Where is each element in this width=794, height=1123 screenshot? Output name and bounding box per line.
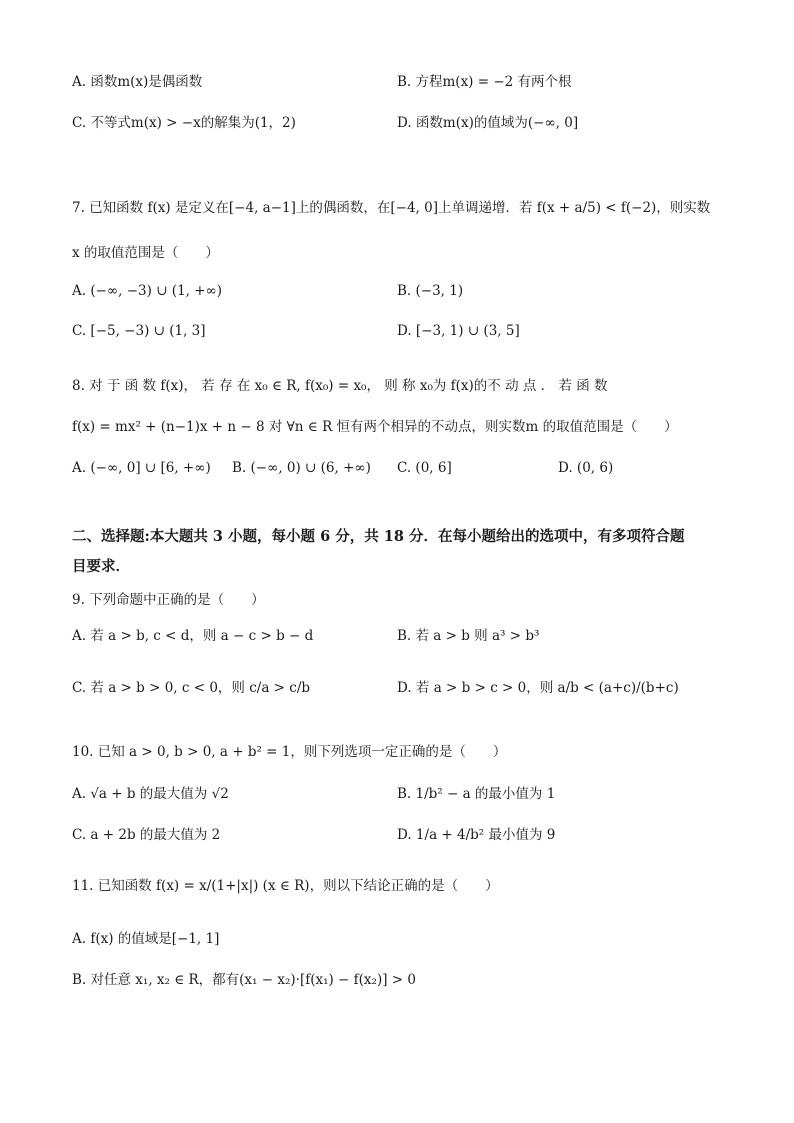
- q9-option-c: C. 若 a > b > 0, c < 0，则 c/a > c/b: [72, 680, 311, 696]
- q6-option-a: A. 函数m(x)是偶函数: [72, 74, 203, 90]
- q7-stem-line2: x 的取值范围是（ ）: [72, 245, 219, 261]
- q10-option-c: C. a + 2b 的最大值为 2: [72, 827, 221, 843]
- q10-option-d: D. 1/a + 4/b² 最小值为 9: [397, 827, 556, 843]
- q8-option-c: C. (0, 6]: [397, 460, 452, 476]
- q10-stem: 10. 已知 a > 0, b > 0, a + b² = 1，则下列选项一定正确的是（ ）: [72, 744, 507, 760]
- q9-option-b: B. 若 a > b 则 a³ > b³: [397, 628, 540, 644]
- q8-option-d: D. (0, 6): [558, 460, 614, 476]
- q11-stem: 11. 已知函数 f(x) = x/(1+|x|) (x ∈ R)，则以下结论正确的是（ ）: [72, 878, 499, 894]
- q8-stem-line2: f(x) = mx² + (n−1)x + n − 8 对 ∀n ∈ R 恒有两个相异的不动点，则实数m 的取值范围是（ ）: [72, 419, 678, 435]
- section2-heading-line1: 二、选择题:本大题共 3 小题，每小题 6 分，共 18 分．在每小题给出的选项中，有多项符合题: [72, 528, 685, 545]
- q8-option-a: A. (−∞, 0] ∪ [6, +∞): [72, 460, 211, 476]
- q8-stem-line1: 8. 对 于 函 数 f(x)， 若 存 在 x₀ ∈ R, f(x₀) = x₀， 则 称 x₀为 f(x)的不 动 点 ． 若 函 数: [72, 378, 608, 394]
- q10-option-b: B. 1/b² − a 的最小值为 1: [397, 786, 556, 802]
- q7-option-d: D. [−3, 1) ∪ (3, 5]: [397, 323, 520, 339]
- q7-stem-line1: 7. 已知函数 f(x) 是定义在[−4, a−1]上的偶函数，在[−4, 0]上单调递增．若 f(x + a/5) < f(−2)，则实数: [72, 200, 711, 216]
- q6-option-d: D. 函数m(x)的值域为(−∞, 0]: [397, 115, 579, 131]
- q9-option-a: A. 若 a > b, c < d，则 a − c > b − d: [72, 628, 314, 644]
- q9-stem: 9. 下列命题中正确的是（ ）: [72, 592, 265, 608]
- q7-option-c: C. [−5, −3) ∪ (1, 3]: [72, 323, 206, 339]
- q7-option-a: A. (−∞, −3) ∪ (1, +∞): [72, 283, 223, 299]
- q8-option-b: B. (−∞, 0) ∪ (6, +∞): [232, 460, 371, 476]
- q6-option-c: C. 不等式m(x) > −x的解集为(1，2): [72, 115, 296, 131]
- q7-option-b: B. (−3, 1): [397, 283, 464, 299]
- section2-heading-line2: 目要求．: [72, 558, 130, 575]
- q11-option-a: A. f(x) 的值域是[−1, 1]: [72, 931, 220, 947]
- q10-option-a: A. √a + b 的最大值为 √2: [72, 786, 229, 802]
- q6-option-b: B. 方程m(x) = −2 有两个根: [397, 74, 572, 90]
- q9-option-d: D. 若 a > b > c > 0，则 a/b < (a+c)/(b+c): [397, 680, 679, 696]
- q11-option-b: B. 对任意 x₁, x₂ ∈ R，都有(x₁ − x₂)·[f(x₁) − f(x₂)] > 0: [72, 972, 416, 988]
